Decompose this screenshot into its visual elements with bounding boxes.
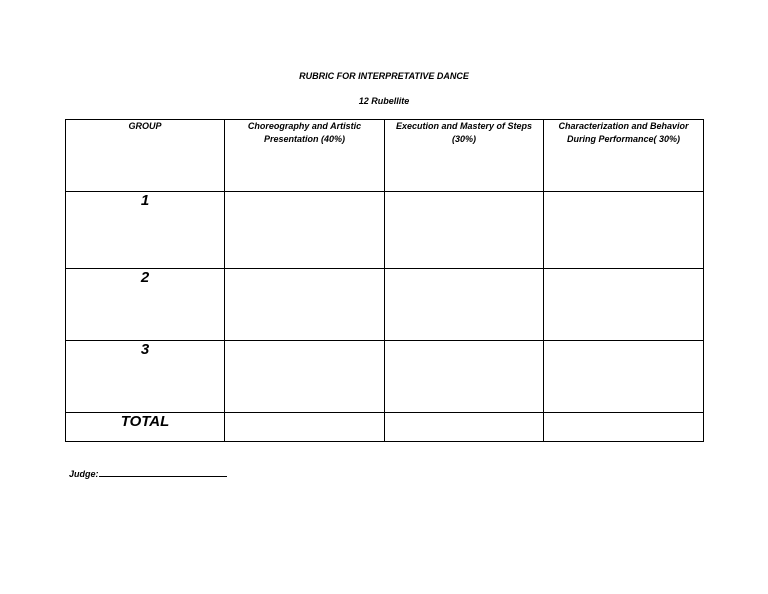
- total-cell[interactable]: [544, 413, 704, 442]
- score-cell[interactable]: [544, 341, 704, 413]
- score-cell[interactable]: [225, 192, 385, 269]
- total-cell[interactable]: [225, 413, 385, 442]
- group-label: 3: [66, 341, 225, 413]
- table-row: [66, 341, 704, 413]
- group-label: 1: [66, 192, 225, 269]
- total-cell[interactable]: [385, 413, 544, 442]
- total-row: [66, 413, 704, 442]
- table-row: [66, 269, 704, 341]
- judge-signature-line[interactable]: [99, 467, 227, 477]
- judge-label: Judge:: [69, 469, 99, 479]
- score-cell[interactable]: [225, 341, 385, 413]
- document-subtitle: 12 Rubellite: [358, 96, 410, 106]
- header-group: GROUP: [66, 120, 225, 192]
- score-cell[interactable]: [385, 269, 544, 341]
- table-header-row: [66, 120, 704, 192]
- score-cell[interactable]: [544, 192, 704, 269]
- header-characterization: Characterization and Behavior During Performance( 30%): [544, 120, 704, 192]
- total-label: TOTAL: [66, 413, 225, 442]
- table-row: [66, 192, 704, 269]
- rubric-table: [65, 119, 704, 442]
- score-cell[interactable]: [225, 269, 385, 341]
- score-cell[interactable]: [544, 269, 704, 341]
- document-title: RUBRIC FOR INTERPRETATIVE DANCE: [299, 71, 469, 81]
- judge-signature: [69, 467, 227, 479]
- header-choreography: Choreography and Artistic Presentation (40%): [225, 120, 385, 192]
- score-cell[interactable]: [385, 192, 544, 269]
- group-label: 2: [66, 269, 225, 341]
- score-cell[interactable]: [385, 341, 544, 413]
- header-execution: Execution and Mastery of Steps (30%): [385, 120, 544, 192]
